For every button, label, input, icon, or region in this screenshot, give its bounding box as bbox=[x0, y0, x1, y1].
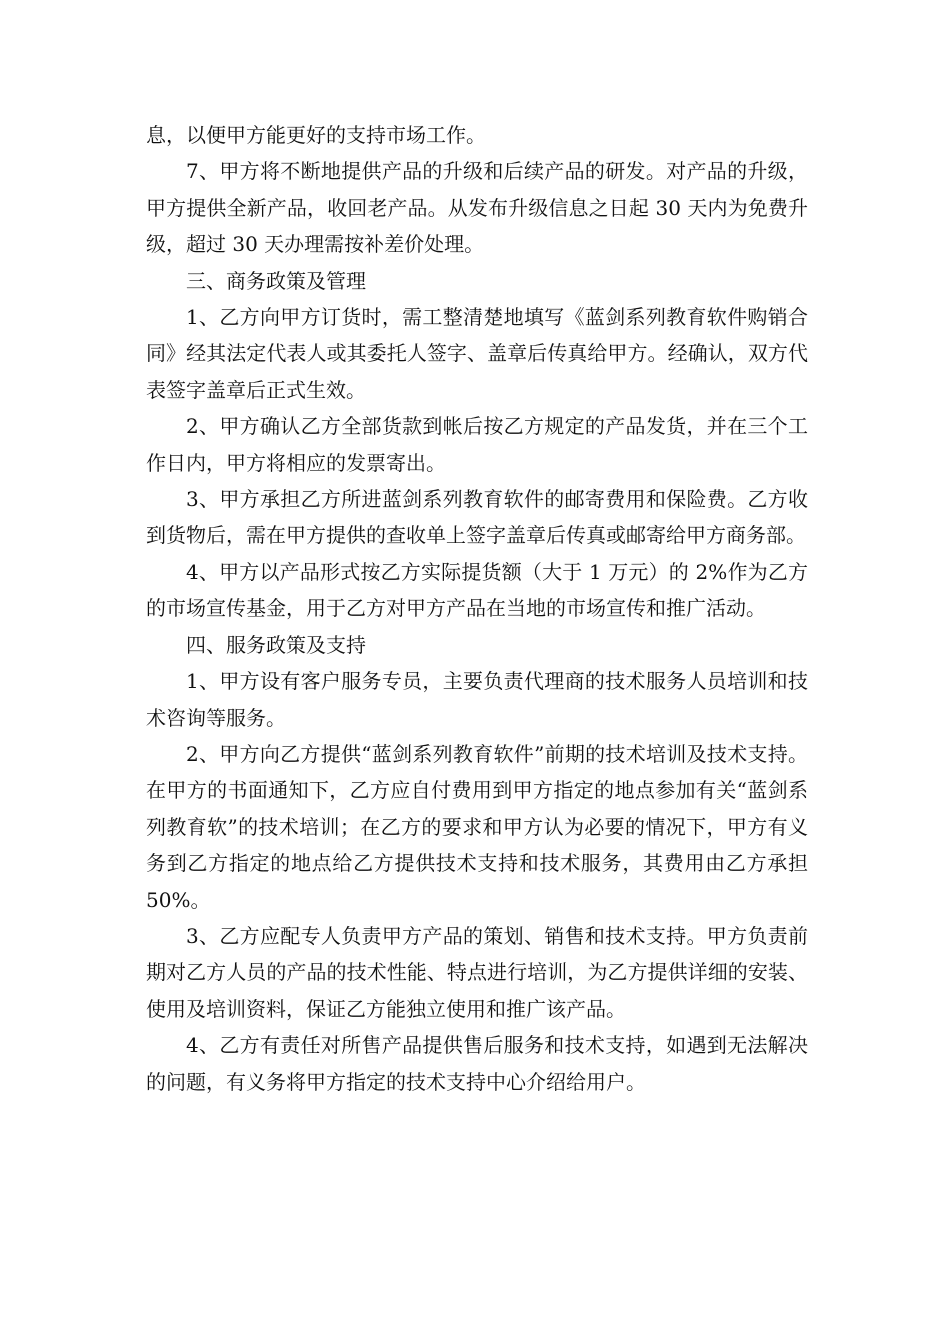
section-heading-business-policy: 三、商务政策及管理 bbox=[186, 268, 366, 293]
paragraph-item-7: 7、甲方将不断地提供产品的升级和后续产品的研发。对产品的升级，甲方提供全新产品，收回老产品。从发布升级信息之日起 30 天内为免费升级，超过 30 天办理需按补差价处理。 bbox=[146, 159, 808, 257]
paragraph-service-1: 1、甲方设有客户服务专员，主要负责代理商的技术服务人员培训和技术咨询等服务。 bbox=[146, 669, 808, 730]
paragraph-business-4: 4、甲方以产品形式按乙方实际提货额（大于 1 万元）的 2%作为乙方的市场宣传基金，用于乙方对甲方产品在当地的市场宣传和推广活动。 bbox=[146, 559, 808, 621]
paragraph-business-3: 3、甲方承担乙方所进蓝剑系列教育软件的邮寄费用和保险费。乙方收到货物后，需在甲方提供的查收单上签字盖章后传真或邮寄给甲方商务部。 bbox=[146, 487, 808, 548]
paragraph-service-3: 3、乙方应配专人负责甲方产品的策划、销售和技术支持。甲方负责前期对乙方人员的产品的技术性能、特点进行培训，为乙方提供详细的安装、使用及培训资料，保证乙方能独立使用和推广该产品。 bbox=[146, 923, 808, 1021]
paragraph-continuation: 息，以便甲方能更好的支持市场工作。 bbox=[146, 123, 486, 147]
paragraph-business-2: 2、甲方确认乙方全部货款到帐后按乙方规定的产品发货，并在三个工作日内，甲方将相应的发票寄出。 bbox=[146, 414, 808, 475]
section-heading-service-policy: 四、服务政策及支持 bbox=[186, 632, 366, 657]
document-page bbox=[146, 117, 808, 1100]
paragraph-service-2: 2、甲方向乙方提供“蓝剑系列教育软件”前期的技术培训及技术支持。在甲方的书面通知下，乙方应自付费用到甲方指定的地点参加有关“蓝剑系列教育软”的技术培训；在乙方的要求和甲方认为必要的情况下，甲方有义务到乙方指定的地点给乙方提供技术支持和技术服务，其费用由乙方承担 50%。 bbox=[146, 741, 808, 912]
paragraph-service-4: 4、乙方有责任对所售产品提供售后服务和技术支持，如遇到无法解决的问题，有义务将甲方指定的技术支持中心介绍给用户。 bbox=[146, 1033, 808, 1094]
paragraph-business-1: 1、乙方向甲方订货时，需工整清楚地填写《蓝剑系列教育软件购销合同》经其法定代表人或其委托人签字、盖章后传真给甲方。经确认，双方代表签字盖章后正式生效。 bbox=[146, 305, 808, 402]
